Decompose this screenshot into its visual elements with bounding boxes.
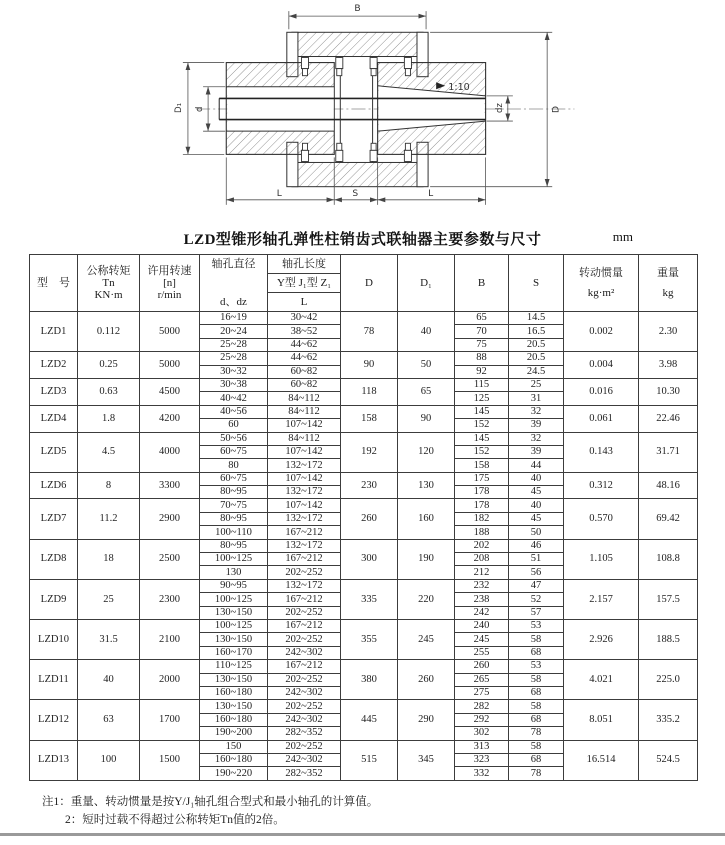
S-cell: 58 [509,700,564,713]
bore-len-cell: 84~112 [268,392,341,405]
bore-len-cell: 282~352 [268,767,341,780]
D1-cell: 220 [398,579,455,619]
inertia-cell: 0.016 [564,378,639,405]
weight-cell: 2.30 [639,312,698,352]
inertia-cell: 8.051 [564,700,639,740]
table-header [30,255,698,312]
B-cell: 302 [455,727,509,740]
bore-dia-cell: 25~28 [200,352,268,365]
table-body [30,312,698,781]
D-cell: 515 [341,740,398,780]
D1-cell: 90 [398,405,455,432]
inertia-cell: 0.312 [564,472,639,499]
header-speed-line1: 许用转速 [147,264,192,277]
bore-len-cell: 167~212 [268,619,341,632]
header-inertia [564,255,639,312]
B-cell: 175 [455,472,509,485]
sleeve-top-flange [292,32,423,56]
table-row [30,579,698,592]
bore-dia-cell: 160~170 [200,646,268,659]
table-row [30,472,698,485]
speed-cell: 2300 [140,579,200,619]
D-cell: 90 [341,352,398,379]
B-cell: 125 [455,392,509,405]
bore-dia-cell: 25~28 [200,338,268,351]
S-cell: 31 [509,392,564,405]
bore-dia-cell: 16~19 [200,312,268,325]
D-cell: 300 [341,539,398,579]
left-bore [227,87,333,131]
title-row [0,228,725,248]
bore-len-cell: 132~172 [268,539,341,552]
torque-cell: 1.8 [78,405,140,432]
bore-len-cell: 44~62 [268,338,341,351]
bore-dia-cell: 50~56 [200,432,268,445]
bore-len-cell: 60~82 [268,378,341,391]
B-cell: 145 [455,405,509,418]
bore-len-cell: 84~112 [268,405,341,418]
B-cell: 232 [455,579,509,592]
model-cell: LZD4 [30,405,78,432]
bore-len-cell: 202~252 [268,606,341,619]
bore-len-cell: 107~142 [268,472,341,485]
bore-len-cell: 132~172 [268,486,341,499]
header-weight-line2: kg [662,287,674,299]
D-cell: 260 [341,499,398,539]
B-cell: 260 [455,660,509,673]
bore-len-cell: 242~302 [268,753,341,766]
model-cell: LZD10 [30,619,78,659]
torque-cell: 11.2 [78,499,140,539]
inertia-cell: 0.002 [564,312,639,352]
weight-cell: 335.2 [639,700,698,740]
speed-cell: 3300 [140,472,200,499]
footnotes [42,794,378,830]
table-row [30,378,698,391]
table-row [30,539,698,552]
bore-dia-cell: 90~95 [200,579,268,592]
bore-dia-cell: 80~95 [200,486,268,499]
inertia-cell: 16.514 [564,740,639,780]
speed-cell: 4000 [140,432,200,472]
S-cell: 46 [509,539,564,552]
B-cell: 282 [455,700,509,713]
header-speed-line3: r/min [157,289,182,302]
S-cell: 53 [509,660,564,673]
S-cell: 40 [509,472,564,485]
S-cell: 39 [509,419,564,432]
unit-label: mm [612,229,633,244]
bore-len-cell: 38~52 [268,325,341,338]
D-cell: 445 [341,700,398,740]
speed-cell: 2900 [140,499,200,539]
B-cell: 182 [455,512,509,525]
header-D: D [341,255,398,312]
weight-cell: 10.30 [639,378,698,405]
bore-len-cell: 202~252 [268,673,341,686]
bore-dia-cell: 130 [200,566,268,579]
model-cell: LZD11 [30,660,78,700]
taper-label: 1:10 [448,81,470,93]
D-cell: 335 [341,579,398,619]
B-cell: 158 [455,459,509,472]
B-cell: 152 [455,445,509,458]
D1-cell: 40 [398,312,455,352]
D-cell: 230 [341,472,398,499]
B-cell: 88 [455,352,509,365]
header-torque-line3: KN·m [94,289,123,302]
bore-dia-cell: 60~75 [200,472,268,485]
bore-len-cell: 282~352 [268,727,341,740]
page-title: LZD型锥形轴孔弹性柱销齿式联轴器主要参数与尺寸 [183,232,542,248]
D-cell: 355 [341,619,398,659]
bore-dia-cell: 130~150 [200,633,268,646]
weight-cell: 188.5 [639,619,698,659]
bore-len-cell: 202~252 [268,633,341,646]
B-cell: 188 [455,526,509,539]
S-cell: 47 [509,579,564,592]
header-bore-diameter [200,255,268,312]
S-cell: 32 [509,432,564,445]
bore-len-cell: 30~42 [268,312,341,325]
D-cell: 78 [341,312,398,352]
speed-cell: 4500 [140,378,200,405]
model-cell: LZD6 [30,472,78,499]
bore-len-cell: 60~82 [268,365,341,378]
table-row [30,740,698,753]
bore-dia-cell: 160~180 [200,713,268,726]
D1-cell: 290 [398,700,455,740]
model-cell: LZD1 [30,312,78,352]
D-cell: 192 [341,432,398,472]
bore-dia-cell: 20~24 [200,325,268,338]
weight-cell: 225.0 [639,660,698,700]
D1-cell: 130 [398,472,455,499]
B-cell: 238 [455,593,509,606]
header-weight-line1: 重量 [657,266,679,279]
bore-len-cell: 242~302 [268,713,341,726]
inertia-cell: 2.157 [564,579,639,619]
header-D1: D₁ [398,255,455,312]
weight-cell: 108.8 [639,539,698,579]
header-weight [639,255,698,312]
weight-cell: 31.71 [639,432,698,472]
B-cell: 145 [455,432,509,445]
D1-cell: 245 [398,619,455,659]
S-cell: 68 [509,753,564,766]
inertia-cell: 0.061 [564,405,639,432]
torque-cell: 8 [78,472,140,499]
torque-cell: 0.112 [78,312,140,352]
S-cell: 58 [509,673,564,686]
B-cell: 212 [455,566,509,579]
bore-len-cell: 202~252 [268,740,341,753]
bore-dia-cell: 40~42 [200,392,268,405]
drawing-canvas [100,0,625,222]
B-cell: 202 [455,539,509,552]
bore-dia-cell: 130~150 [200,606,268,619]
parameters-table [29,254,698,781]
B-cell: 152 [455,419,509,432]
torque-cell: 0.25 [78,352,140,379]
B-cell: 292 [455,713,509,726]
bore-dia-cell: 40~56 [200,405,268,418]
model-cell: LZD3 [30,378,78,405]
weight-cell: 524.5 [639,740,698,780]
D1-cell: 65 [398,378,455,405]
speed-cell: 1500 [140,740,200,780]
model-cell: LZD2 [30,352,78,379]
dim-D-label: D [551,106,562,114]
bore-dia-cell: 80~95 [200,539,268,552]
B-cell: 275 [455,686,509,699]
B-cell: 178 [455,486,509,499]
B-cell: 208 [455,553,509,566]
speed-cell: 5000 [140,352,200,379]
S-cell: 68 [509,646,564,659]
weight-cell: 48.16 [639,472,698,499]
torque-cell: 25 [78,579,140,619]
model-cell: LZD7 [30,499,78,539]
torque-cell: 31.5 [78,619,140,659]
weight-cell: 69.42 [639,499,698,539]
bore-len-cell: 107~142 [268,419,341,432]
page-bottom-rule [0,833,725,836]
S-cell: 45 [509,486,564,499]
table-row [30,499,698,512]
B-cell: 92 [455,365,509,378]
torque-cell: 0.63 [78,378,140,405]
header-inertia-line1: 转动惯量 [579,266,623,279]
D1-cell: 260 [398,660,455,700]
model-cell: LZD5 [30,432,78,472]
B-cell: 242 [455,606,509,619]
B-cell: 70 [455,325,509,338]
S-cell: 16.5 [509,325,564,338]
S-cell: 52 [509,593,564,606]
speed-cell: 2500 [140,539,200,579]
bore-dia-cell: 80~95 [200,512,268,525]
weight-cell: 157.5 [639,579,698,619]
S-cell: 51 [509,553,564,566]
speed-cell: 4200 [140,405,200,432]
model-cell: LZD8 [30,539,78,579]
torque-cell: 63 [78,700,140,740]
S-cell: 53 [509,619,564,632]
coupling-section-drawing [100,0,625,222]
bore-len-cell: 202~252 [268,566,341,579]
bore-dia-cell: 100~125 [200,593,268,606]
B-cell: 75 [455,338,509,351]
bore-len-cell: 167~212 [268,660,341,673]
bore-dia-cell: 190~200 [200,727,268,740]
header-bore-dia-line2: d、dz [220,295,247,308]
D1-cell: 190 [398,539,455,579]
model-cell: LZD13 [30,740,78,780]
dim-dz-label: dz [494,103,505,114]
bore-dia-cell: 60 [200,419,268,432]
S-cell: 56 [509,566,564,579]
B-cell: 115 [455,378,509,391]
table-row [30,619,698,632]
table-row [30,352,698,365]
footnote-2: 2：短时过载不得超过公称转矩Tn值的2倍。 [65,813,285,826]
table-row [30,312,698,325]
bore-dia-cell: 30~38 [200,378,268,391]
D1-cell: 160 [398,499,455,539]
bore-len-cell: 242~302 [268,686,341,699]
inertia-cell: 0.143 [564,432,639,472]
bore-dia-cell: 190~220 [200,767,268,780]
bore-dia-cell: 150 [200,740,268,753]
bore-len-cell: 107~142 [268,499,341,512]
dim-d-label: d [195,106,206,113]
S-cell: 58 [509,740,564,753]
bore-len-cell: 202~252 [268,700,341,713]
D-cell: 158 [341,405,398,432]
header-speed [140,255,200,312]
bore-len-cell: 242~302 [268,646,341,659]
B-cell: 323 [455,753,509,766]
B-cell: 65 [455,312,509,325]
speed-cell: 1700 [140,700,200,740]
header-bore-length-L: L [268,293,341,312]
S-cell: 68 [509,713,564,726]
B-cell: 245 [455,633,509,646]
bore-dia-cell: 70~75 [200,499,268,512]
bore-dia-cell: 160~180 [200,753,268,766]
D-cell: 380 [341,660,398,700]
D1-cell: 345 [398,740,455,780]
S-cell: 20.5 [509,338,564,351]
bore-dia-cell: 60~75 [200,445,268,458]
B-cell: 265 [455,673,509,686]
S-cell: 78 [509,767,564,780]
inertia-cell: 2.926 [564,619,639,659]
B-cell: 178 [455,499,509,512]
header-inertia-line2: kg·m² [587,287,615,299]
B-cell: 240 [455,619,509,632]
header-B: B [455,255,509,312]
speed-cell: 2100 [140,619,200,659]
bore-len-cell: 44~62 [268,352,341,365]
S-cell: 50 [509,526,564,539]
bore-dia-cell: 160~180 [200,686,268,699]
B-cell: 255 [455,646,509,659]
B-cell: 313 [455,740,509,753]
D-cell: 118 [341,378,398,405]
bore-len-cell: 132~172 [268,512,341,525]
footnote-1: 注1：重量、转动惯量是按Y/J₁轴孔组合型式和最小轴孔的计算值。 [42,796,379,808]
inertia-cell: 0.570 [564,499,639,539]
header-bore-length-types: Y型 J₁型 Z₁ [268,274,341,293]
S-cell: 57 [509,606,564,619]
header-torque-line2: Tn [102,276,115,289]
speed-cell: 2000 [140,660,200,700]
D1-cell: 120 [398,432,455,472]
inertia-cell: 4.021 [564,660,639,700]
model-cell: LZD9 [30,579,78,619]
B-cell: 332 [455,767,509,780]
header-torque-line1: 公称转矩 [86,264,131,277]
bore-dia-cell: 110~125 [200,660,268,673]
table-row [30,432,698,445]
header-bore-dia-line1: 轴孔直径 [211,258,256,270]
D1-cell: 50 [398,352,455,379]
S-cell: 44 [509,459,564,472]
bore-len-cell: 132~172 [268,579,341,592]
S-cell: 20.5 [509,352,564,365]
header-model: 型 号 [30,255,78,312]
table-row [30,660,698,673]
bore-len-cell: 167~212 [268,553,341,566]
dim-S-label: S [352,188,359,199]
S-cell: 39 [509,445,564,458]
S-cell: 45 [509,512,564,525]
bore-dia-cell: 100~125 [200,553,268,566]
bore-dia-cell: 100~125 [200,619,268,632]
torque-cell: 4.5 [78,432,140,472]
bore-len-cell: 167~212 [268,526,341,539]
inertia-cell: 0.004 [564,352,639,379]
bore-dia-cell: 30~32 [200,365,268,378]
torque-cell: 40 [78,660,140,700]
S-cell: 24.5 [509,365,564,378]
dim-L-left-label: L [276,188,282,199]
dim-L-right-label: L [428,188,434,199]
header-S: S [509,255,564,312]
speed-cell: 5000 [140,312,200,352]
bore-dia-cell: 100~110 [200,526,268,539]
S-cell: 78 [509,727,564,740]
inertia-cell: 1.105 [564,539,639,579]
bore-dia-cell: 80 [200,459,268,472]
S-cell: 40 [509,499,564,512]
torque-cell: 18 [78,539,140,579]
bore-len-cell: 107~142 [268,445,341,458]
S-cell: 25 [509,378,564,391]
bore-dia-cell: 130~150 [200,673,268,686]
S-cell: 14.5 [509,312,564,325]
header-speed-line2: [n] [163,276,176,289]
header-torque [78,255,140,312]
S-cell: 32 [509,405,564,418]
bore-len-cell: 132~172 [268,459,341,472]
bore-len-cell: 167~212 [268,593,341,606]
dim-B-label: B [354,4,361,15]
table-row [30,405,698,418]
bore-len-cell: 84~112 [268,432,341,445]
model-cell: LZD12 [30,700,78,740]
sleeve-bottom-flange [292,162,423,186]
table-row [30,700,698,713]
header-bore-length: 轴孔长度 [268,255,341,274]
torque-cell: 100 [78,740,140,780]
bore-dia-cell: 130~150 [200,700,268,713]
S-cell: 68 [509,686,564,699]
S-cell: 58 [509,633,564,646]
weight-cell: 22.46 [639,405,698,432]
dim-D1-label: D₁ [173,102,184,114]
weight-cell: 3.98 [639,352,698,379]
